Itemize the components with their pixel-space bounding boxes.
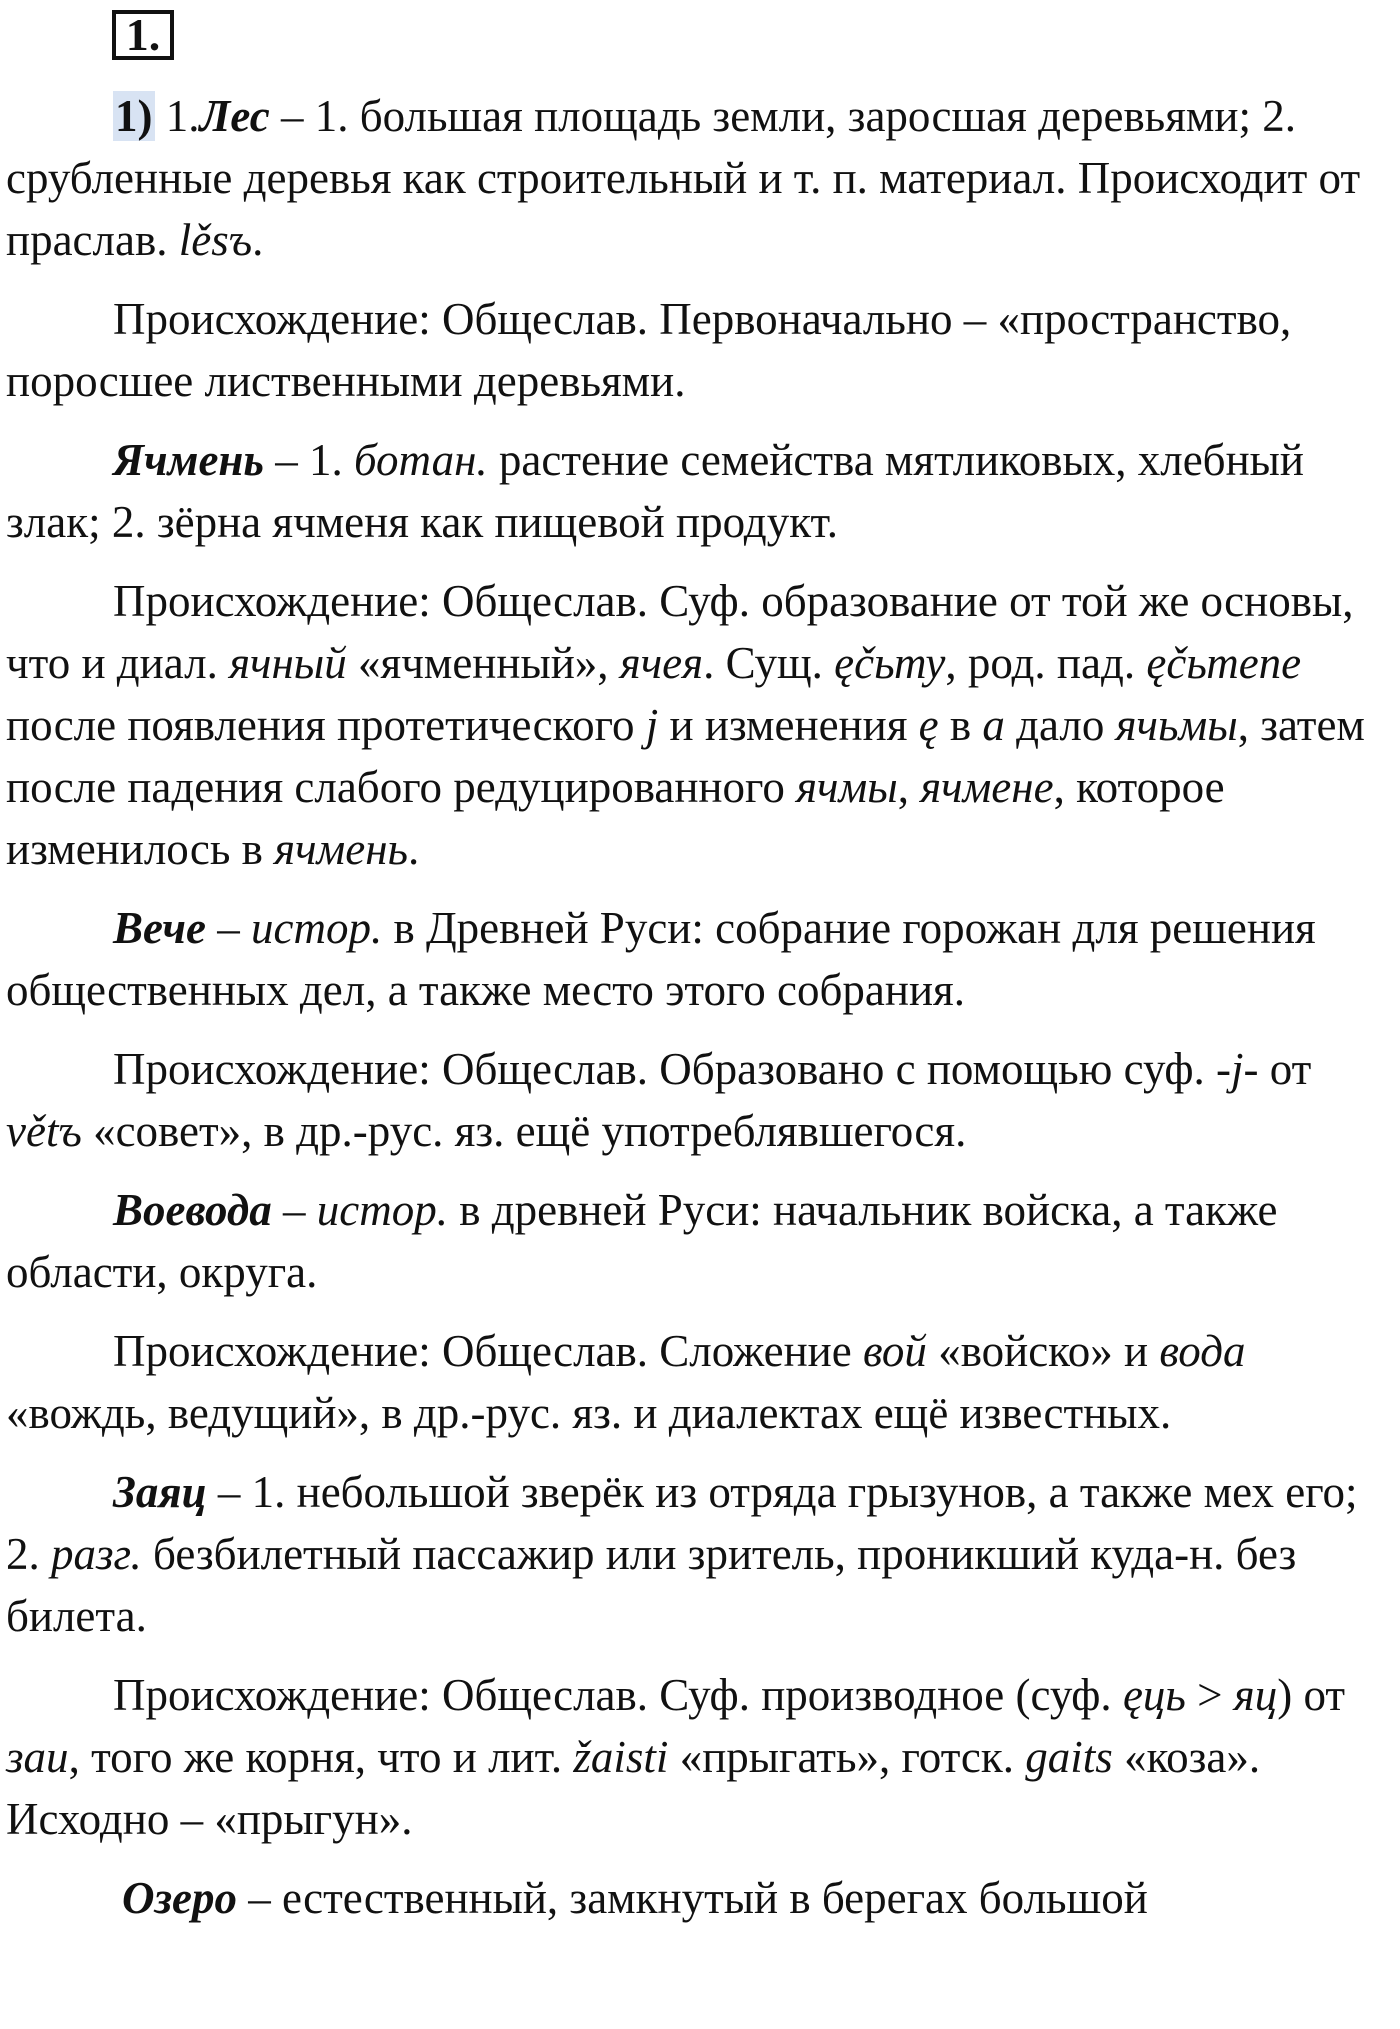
headword-voevoda: Воевода [113,1185,272,1235]
entry-ozero-definition: Озеро – естественный, замкнутый в берегах большой [122,1873,1148,1923]
entry-les-definition: 1) 1.Лес – 1. большая площадь земли, заросшая деревьями; 2. срубленные деревья как строительный и т. п. материал. Происходит от праслав. lěsъ. [6,91,1361,265]
label-istor: истор. [251,903,383,953]
entry-les-definition-text: – 1. большая площадь земли, заросшая деревьями; 2. срубленные деревья как строительный и т. п. материал. Происходит от праслав. [6,91,1361,265]
entry-yachmen-origin: Происхождение: Общеслав. Суф. образование от той же основы, что и диал. ячный «ячменный», ячея. Сущ. ęčьту, род. пад. ęčьтепе после появления протетического j и изменения ę в a дало ячьмы, затем после падения слабого редуцированного ячмы, ячмене, которое изменилось в ячмень. [6,576,1365,874]
entry-zayats-origin: Происхождение: Общеслав. Суф. производное (суф. ęць > яц) от заи, того же корня, что и лит. žaisti «прыгать», готск. gaits «коза». Исходно – «прыгун». [6,1670,1346,1844]
label-botan: ботан. [353,435,488,485]
task-number-box [112,10,174,60]
label-istor: истор. [316,1185,448,1235]
entry-les-origin: Происхождение: Общеслав. Первоначально – «пространство, поросшее лиственными деревьями. [6,294,1292,406]
headword-zayats: Заяц [113,1467,207,1517]
label-razg: разг. [51,1529,142,1579]
entry-voevoda-origin: Происхождение: Общеслав. Сложение вой «войско» и вода «вождь, ведущий», в др.-рус. яз. и диалектах ещё известных. [6,1326,1246,1438]
entry-veche-definition: Вече – истор. в Древней Руси: собрание горожан для решения общественных дел, а также место этого собрания. [6,903,1316,1015]
subtask-label: 1) [115,91,153,141]
document-body [6,85,1390,1946]
entry-number: 1. [165,91,200,141]
headword-veche: Вече [113,903,206,953]
headword-les: Лес [199,91,270,141]
entry-veche-origin: Происхождение: Общеслав. Образовано с помощью суф. -j- от větъ «совет», в др.-рус. яз. ещё употреблявшегося. [6,1044,1312,1156]
headword-ozero: Озеро [122,1873,238,1923]
entry-voevoda-definition: Воевода – истор. в древней Руси: начальник войска, а также области, округа. [6,1185,1278,1297]
headword-yachmen: Ячмень [113,435,264,485]
task-number: 1. [125,9,161,60]
entry-les-etymon: lěsъ [178,215,253,265]
entry-zayats-definition: Заяц – 1. небольшой зверёк из отряда грызунов, а также мех его; 2. разг. безбилетный пассажир или зритель, проникший куда-н. без билета. [6,1467,1358,1641]
entry-yachmen-definition: Ячмень – 1. ботан. растение семейства мятликовых, хлебный злак; 2. зёрна ячменя как пищевой продукт. [6,435,1304,547]
